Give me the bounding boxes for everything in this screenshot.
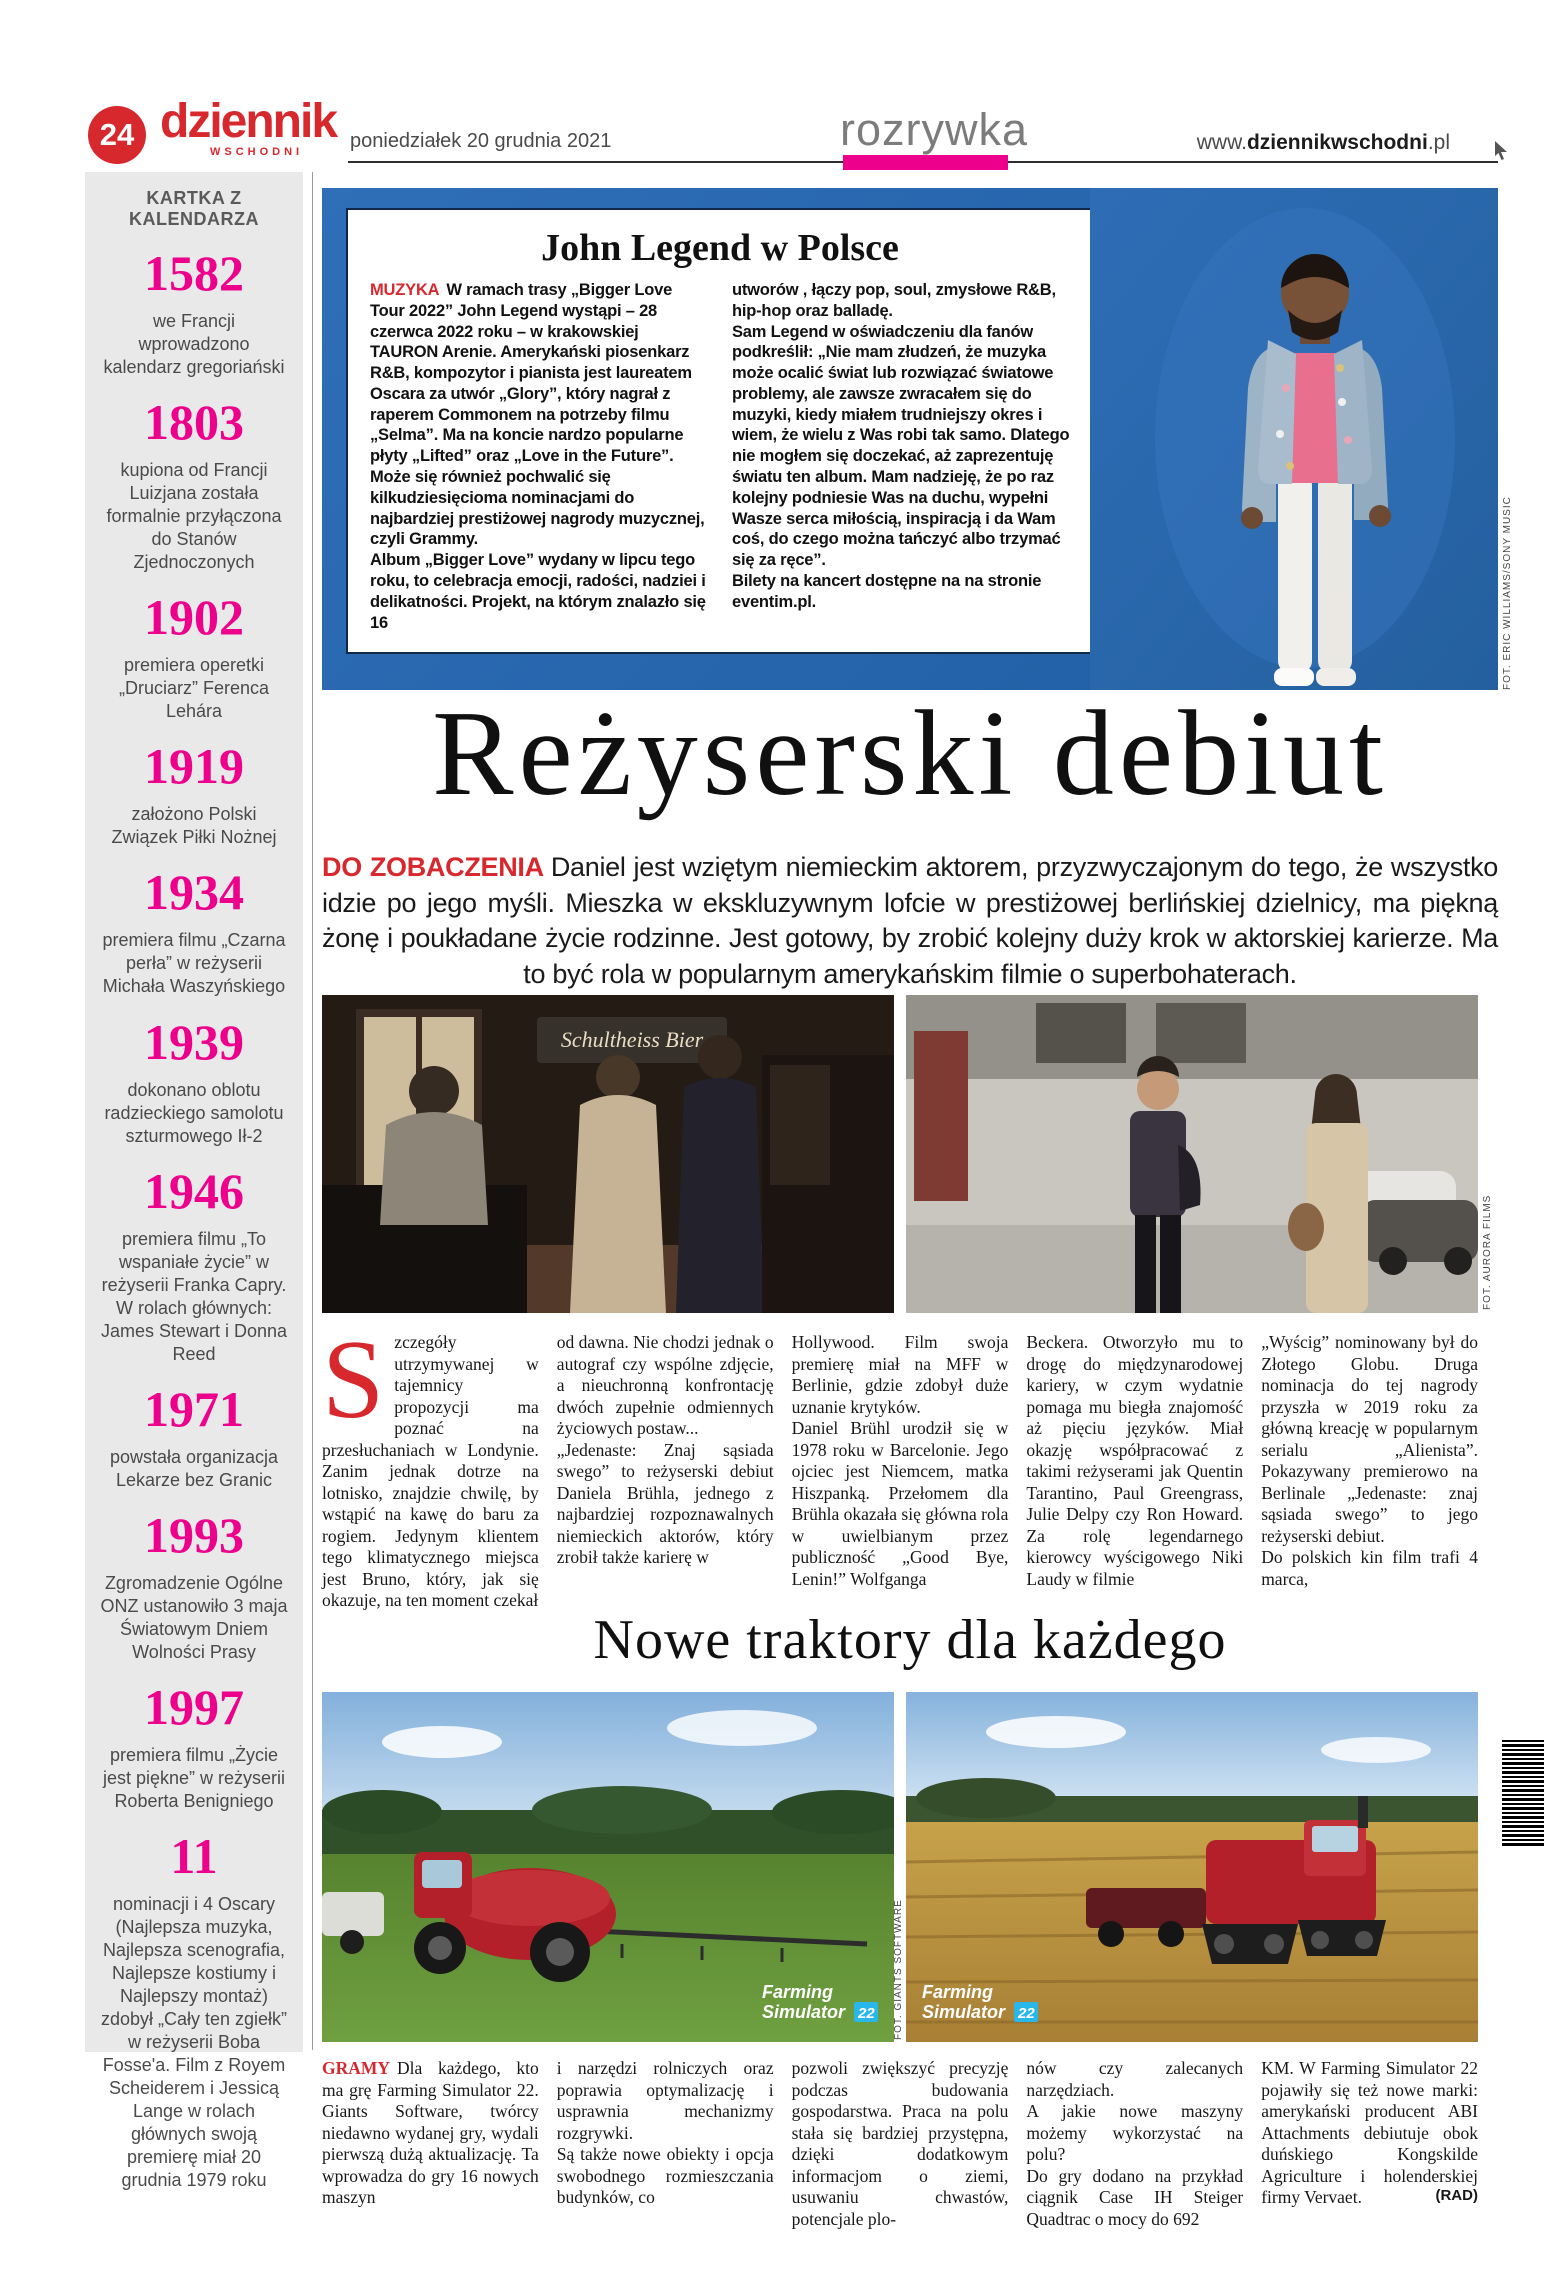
tractors-col-5: [1261, 2058, 1478, 2230]
sidebar-divider: [312, 172, 313, 2050]
legend-article-title: John Legend w Polsce: [541, 227, 899, 269]
issue-date: poniedziałek 20 grudnia 2021: [350, 130, 612, 152]
game-screenshot-1: [322, 1692, 894, 2042]
calendar-entry: [99, 863, 289, 998]
legend-photo-credit: FOT. ERIC WILLIAMS/SONY MUSIC: [1502, 496, 1513, 690]
calendar-year: 1939: [144, 1013, 244, 1070]
tractors-col-1: [322, 2058, 539, 2230]
feature-lead: [322, 850, 1498, 993]
feature-col-2: od dawna. Nie chodzi jednak o autograf czy wspólne zdjęcie, a nieuchronną konfrontację dwóch zupełnie odmiennych życiowych postaw... „Jedenaste: Znaj sąsiada swego” to reżyserski debiut Daniela Brühla, jednego z najbardziej rozpoznawalnych niemieckich aktorów, który zrobił także karierę w: [556, 1332, 774, 1568]
calendar-entry: [99, 244, 289, 379]
tractors-kicker: GRAMY: [322, 2058, 391, 2078]
newspaper-logo-subtitle: WSCHODNI: [210, 146, 304, 158]
svg-text:22: 22: [1018, 2005, 1035, 2022]
calendar-year: 11: [170, 1828, 218, 1885]
tractors-col-2: i narzędzi rolniczych oraz poprawia optymalizację i usprawnia mechanizmy rozgrywki. Są także nowe obiekty i opcja swobodnego rozmieszczania budynków, co: [556, 2058, 774, 2208]
svg-text:22: 22: [858, 2005, 875, 2022]
calendar-entry: [99, 737, 289, 849]
author-byline: (RAD): [1435, 2187, 1478, 2205]
game-screenshot-2: [906, 1692, 1478, 2042]
url-www: www.: [1196, 131, 1247, 154]
film-photo-credit: FOT. AURORA FILMS: [1482, 1194, 1493, 1310]
dropcap: S: [322, 1318, 385, 1442]
calendar-year: 1902: [144, 589, 244, 646]
calendar-year: 1971: [144, 1380, 244, 1437]
page-number-badge: 24: [88, 106, 146, 164]
feature-kicker: DO ZOBACZENIA: [322, 852, 544, 882]
feature-col-4: Beckera. Otworzyło mu to drogę do międzynarodowej kariery, w czym wydatnie pomaga mu biegła znajomość aż pięciu języków. Miał okazję współpracować z takimi reżyserami jak Quentin Tarantino, Paul Greengrass, Julie Delpy czy Ron Howard. Za rolę legendarnego kierowcy wyścigowego Niki Laudy w filmie: [1026, 1332, 1244, 1589]
film-photo-street: [906, 995, 1478, 1313]
legend-article-col1: [370, 280, 708, 633]
calendar-text: premiera filmu „Czarna perła” w reżyserii Michała Waszyńskiego: [102, 930, 286, 997]
john-legend-photo: [1090, 188, 1498, 690]
tractors-headline: Nowe traktory dla każdego: [593, 1609, 1227, 1671]
calendar-year: 1946: [144, 1162, 244, 1219]
section-title: rozrywka: [840, 104, 1029, 155]
cursor-icon: [1492, 140, 1510, 160]
barcode: [1502, 1740, 1544, 1848]
tractors-col1-text: Dla każdego, kto ma grę Farming Simulator 22. Giants Software, twórcy niedawno wydanej gry, wydali pierwszą dużą aktualizację. Ta wprowadza do gry 16 nowych maszyn: [322, 2058, 539, 2208]
legend-article-box: [322, 188, 1498, 690]
game-logo-text: Farming: [762, 1982, 834, 2002]
legend-article-card: [346, 208, 1094, 654]
calendar-text: założono Polski Związek Piłki Nożnej: [111, 804, 277, 848]
calendar-text: dokonano oblotu radzieckiego samolotu szturmowego Ił-2: [104, 1079, 284, 1146]
svg-text:Simulator: Simulator: [922, 2002, 1006, 2022]
calendar-entry: [99, 393, 289, 574]
newspaper-logo: dziennik: [160, 95, 337, 148]
calendar-year: 1997: [144, 1678, 244, 1735]
game-photo-credit: FOT. GIANTS SOFTWARE: [893, 1899, 904, 2040]
calendar-text: premiera filmu „Życie jest piękne” w reżyserii Roberta Benigniego: [102, 1744, 286, 1812]
feature-col1-text: zczegóły utrzymywanej w tajemnicy propozycji ma poznać na przesłuchaniach w Londynie. Zanim jednak dotrze na lotnisko, znajdzie chwilę, by wstąpić na kawę do baru za rogiem. Jedynym klientem tego klimatycznego miejsca jest Bruno, który, jak się okazuje, na ten moment czekał: [322, 1332, 539, 1611]
feature-lead-text: Daniel jest wziętym niemieckim aktorem, przyzwyczajonym do tego, że wszystko idzie po jego myśli. Mieszka w ekskluzywnym lofcie w prestiżowej berlińskiej dzielnicy, ma piękną żonę i poukładane życie rodzinne. Jest gotowy, by zrobić kolejny duży krok w aktorskiej karierze. Ma to być rola w popularnym amerykańskim filmie o superbohaterach.: [322, 852, 1499, 989]
legend-col1-text: W ramach trasy „Bigger Love Tour 2022” John Legend wystąpi – 28 czerwca 2022 roku – w krakowskiej TAURON Arenie. Amerykański piosenkarz R&B, kompozytor i pianista jest laureatem Oscara za utwór „Glory”, który nagrał z raperem Commonem na potrzeby filmu „Selma”. Ma na koncie nardzo popularne płyty „Lifted” oraz „Love in the Future”. Może się również pochwalić się kilkudziesięcioma nominacjami do najbardziej prestiżowej nagrody muzycznej, czyli Grammy. Album „Bigger Love” wydany w lipcu tego roku, to celebracja emocji, radości, nadziei i delikatności. Projekt, na którym znalazło się 16: [370, 281, 706, 632]
calendar-year: 1582: [144, 245, 244, 301]
legend-article-col2: [732, 280, 1070, 633]
legend-kicker: MUZYKA: [370, 281, 440, 299]
tractors-body: [322, 2058, 1478, 2230]
calendar-sidebar: [85, 172, 303, 2191]
feature-body: [322, 1318, 1478, 1612]
calendar-text: nominacji i 4 Oscary (Najlepsza muzyka, Najlepsza scenografia, Najlepsze kostiumy i Najlepszy montaż) zdobył „Cały ten zgiełk” w reżyserii Boba Fosse'a. Film z Royem Scheiderem i Jessicą Lange w rolach głównych swoją premierę miał 20 grudnia 1979 roku: [100, 1894, 288, 2191]
calendar-entry: [99, 588, 289, 723]
calendar-entry: [99, 1827, 289, 2192]
url-tld: .pl: [1427, 131, 1450, 154]
calendar-text: Zgromadzenie Ogólne ONZ ustanowiło 3 maja Światowym Dniem Wolności Prasy: [100, 1572, 288, 1662]
legend-col2-text: utworów , łączy pop, soul, zmysłowe R&B, hip-hop oraz balladę. Sam Legend w oświadczeniu dla fanów podkreślił: „Nie mam złudzeń, że muzyka może ocalić świat lub rozwiązać światowe problemy, ale zawsze zwracałem się do muzyki, kiedy miałem trudniejszy okres i wiem, że wielu z Was robi tak samo. Dlatego nie mogłem się doczekać, aż zaprezentuję światu ten album. Mam nadzieję, że po raz kolejny podniesie Was na duchu, wypełni Wasze serca miłością, inspiracją i da Wam coś, do czego można tańczyć albo trzymać się za ręce”. Bilety na kancert dostępne na na stronie eventim.pl.: [732, 281, 1070, 611]
calendar-entry: [99, 1506, 289, 1664]
calendar-entry: [99, 1678, 289, 1813]
calendar-text: premiera filmu „To wspaniałe życie” w reżyserii Franka Capry. W rolach głównych: James Stewart i Donna Reed: [100, 1228, 288, 1364]
feature-col-3: Hollywood. Film swoja premierę miał na MFF w Berlinie, gdzie zdobył duże uznanie krytyków. Daniel Brühl urodził się w 1978 roku w Barcelonie. Jego ojciec jest Niemcem, matka Hiszpanką. Przełomem dla Brühla okazała się główna rola w uwielbianym przez publiczność „Good Bye, Lenin!” Wolfganga: [791, 1332, 1009, 1589]
game-logo-text: Farming: [922, 1982, 994, 2002]
feature-col-1: [322, 1318, 539, 1612]
sidebar-title: KARTKA Z KALENDARZA: [129, 188, 259, 229]
website-url[interactable]: [1050, 131, 1450, 155]
calendar-year: 1803: [144, 394, 244, 451]
calendar-text: we Francji wprowadzono kalendarz gregoriański: [103, 311, 285, 378]
tractors-col-4: nów czy zalecanych narzędziach. A jakie nowe maszyny możemy wykorzystać na polu? Do gry dodano na przykład ciągnik Case IH Steiger Quadtrac o mocy do 692: [1026, 2058, 1244, 2229]
calendar-year: 1993: [144, 1506, 244, 1563]
calendar-text: premiera operetki „Druciarz” Ferenca Lehára: [118, 655, 270, 722]
calendar-year: 1934: [144, 864, 244, 921]
calendar-entry: [99, 1162, 289, 1366]
feature-headline: Reżyserski debiut: [432, 686, 1388, 821]
url-domain: dziennikwschodni: [1246, 131, 1428, 154]
calendar-text: kupiona od Francji Luizjana została formalnie przyłączona do Stanów Zjednoczonych: [106, 460, 282, 573]
tractors-col5-text: KM. W Farming Simulator 22 pojawiły się też nowe marki: amerykański producent ABI Attachments debiutuje obok duńskiego Kongskilde Agriculture i holenderskiej firmy Vervaet.: [1261, 2058, 1478, 2208]
film-photo-bar: [322, 995, 894, 1313]
section-underline: [843, 155, 1008, 170]
feature-col-5: „Wyścig” nominowany był do Złotego Globu. Druga nominacja do tej nagrody przyszła w 2019 roku za główną kreację w popularnym serialu „Alienista”. Pokazywany premierowo na Berlinale „Jedenaste: znaj sąsiada swego” to jego reżyserski debiut. Do polskich kin film trafi 4 marca,: [1261, 1332, 1478, 1589]
calendar-entry: [99, 1380, 289, 1492]
calendar-text: powstała organizacja Lekarze bez Granic: [109, 1446, 279, 1490]
calendar-entry: [99, 1013, 289, 1148]
svg-text:Simulator: Simulator: [762, 2002, 846, 2022]
tractors-col-3: pozwoli zwiększyć precyzję podczas budowania gospodarstwa. Praca na polu stała się bardziej przystępna, dzięki dodatkowym informacjom o ziemi, usuwaniu chwastów, potencjale plo-: [791, 2058, 1009, 2229]
calendar-year: 1919: [144, 738, 244, 795]
bar-sign-text: Schultheiss Bier: [560, 1027, 704, 1052]
